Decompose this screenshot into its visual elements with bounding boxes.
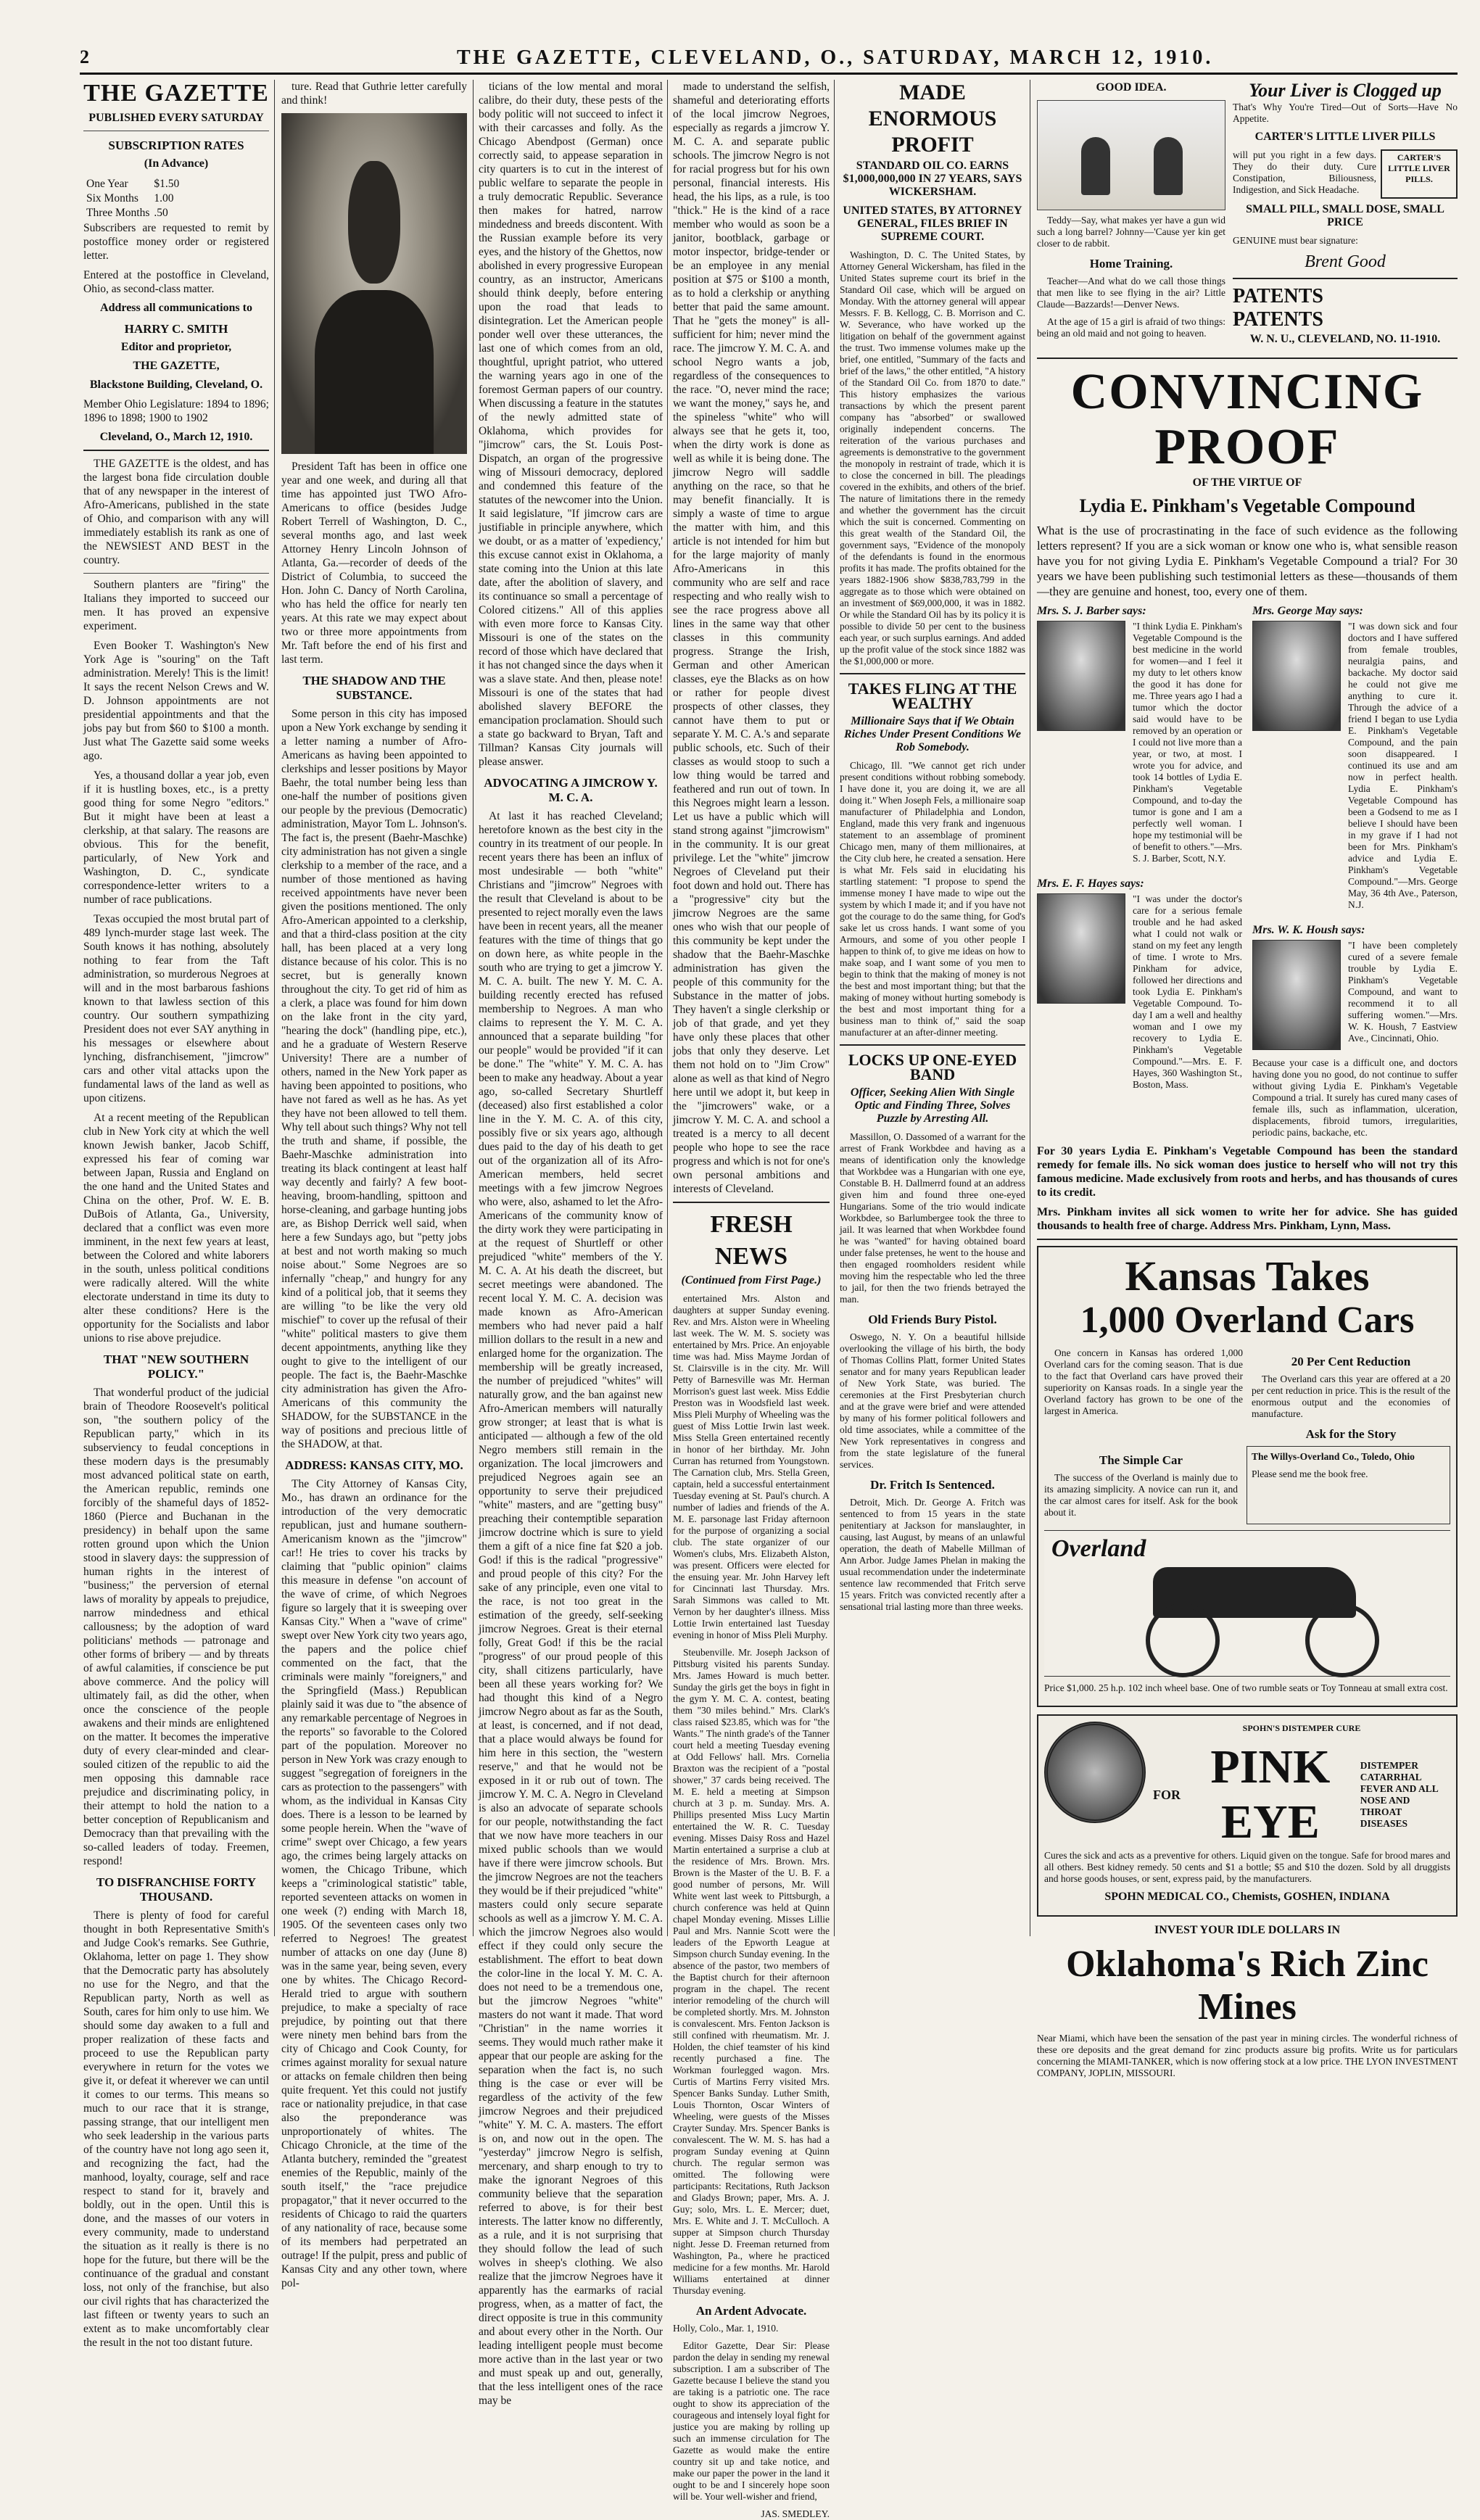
patents-1: PATENTS bbox=[1233, 285, 1323, 307]
address-all: Address all communications to bbox=[100, 302, 252, 314]
rate-row: One Year $1.50 bbox=[86, 178, 180, 190]
rate-row: Six Months 1.00 bbox=[86, 192, 174, 205]
paper-address: Blackstone Building, Cleveland, O. bbox=[89, 379, 263, 391]
advocate-dateline: Holly, Colo., Mar. 1, 1910. bbox=[673, 2323, 779, 2334]
testimonial bbox=[1037, 621, 1242, 870]
pinkeye-headline: PINK EYE bbox=[1210, 1740, 1331, 1848]
paper-name: THE GAZETTE, bbox=[133, 360, 220, 372]
spohn-seal bbox=[1044, 1722, 1146, 1823]
liver-headline: Your Liver is Clogged up bbox=[1249, 80, 1442, 101]
column-1 bbox=[83, 80, 269, 2349]
testimonial-photo bbox=[1252, 940, 1341, 1050]
testimonial-photo bbox=[1037, 893, 1125, 1004]
rates-heading: SUBSCRIPTION RATES bbox=[108, 139, 244, 152]
date-line: Cleveland, O., March 12, 1910. bbox=[99, 431, 253, 443]
pinkeye-side: DISTEMPER CATARRHAL FEVER AND ALL NOSE AND THROAT DISEASES bbox=[1360, 1760, 1439, 1829]
column-5 bbox=[840, 80, 1025, 1936]
kansas-story: Ask for the Story bbox=[1305, 1427, 1397, 1441]
heading-kansas-city: ADDRESS: KANSAS CITY, MO. bbox=[285, 1458, 463, 1472]
liver-signature: Brent Good bbox=[1305, 252, 1386, 271]
liver-ad bbox=[1233, 80, 1458, 352]
kansas-simple-body: The success of the Overland is mainly due to its amazing simplicity. A novice can run it, and the car almost cares for itself. Ask for the book about it. bbox=[1044, 1472, 1238, 1518]
legislature-note: Member Ohio Legislature: 1894 to 1896; 1896 to 1898; 1900 to 1902 bbox=[83, 398, 269, 424]
testimonial bbox=[1037, 893, 1242, 1096]
testimonial-text: "I was down sick and four doctors and I have suffered from female troubles, neuralgia pains, and backache. My doctor said he could not give me anything to cure it. Through the advice of a friend I began to use Lydia E. Pinkham's Vegetable Compound, and the pain soon disappeared. I continued its use and am now in perfect health. Lydia E. Pinkham's Vegetable Compound has been a Godsend to me as I believe I should have been in my grave if I had not been for Mrs. Pinkham's advice and Lydia E. Pinkham's Vegetable Compound."—Mrs. George May, 36 4th Ave., Paterson, N.J. bbox=[1348, 621, 1458, 910]
pinkeye-ad bbox=[1037, 1714, 1458, 1917]
fling-deck: Millionaire Says that if We Obtain Riches Under Present Conditions We Rob Somebody. bbox=[844, 715, 1021, 753]
editor-name: HARRY C. SMITH bbox=[124, 322, 228, 336]
testimonial-name: Mrs. W. K. Housh says: bbox=[1252, 924, 1365, 936]
liver-genuine: GENUINE must bear signature: bbox=[1233, 235, 1358, 246]
editorial-p1: THE GAZETTE is the oldest, and has the largest bona fide circulation double that of any newspaper in the interest of Afro-Americans, published in the state of Ohio, and comparison with any will immediately establish its rank as one of the NEWSIEST AND BEST in the country. bbox=[83, 458, 269, 566]
convince-brand: Lydia E. Pinkham's Vegetable Compound bbox=[1079, 495, 1415, 516]
column-2 bbox=[281, 80, 467, 2289]
kansas-percent: 20 Per Cent Reduction bbox=[1291, 1355, 1411, 1368]
col3-jimcrow: At last it has reached Cleveland; heretofore known as the best city in the country in its treatment of our people. In recent years there has been an influx of most undesirable — both "white" Christians and "jimcrow" Negroes with the result that Cleveland is about to be presented to reject morally even the laws have been in recent years, all the meaner features with the time of things that go on down here, as white people in the south who are trying to get a jimcrow Y. M. C. A. built. The new Y. M. C. A. building recently erected has refused membership to Negroes. A man who claims to represent the Y. M. C. A. announced that a separate building "for our people" would be provided "if it can be done." The "white" Y. M. C. A. has been to make any headway. About a year ago, so-called Secretary Shurtleff (deceased) also first established a color line in the Y. M. C. A. of this city, possibly five or six years ago, although dues paid to the day of his death to get out of the organization all of its Afro-American members, held secret meetings with a few jimcrow Negroes who were, also, ashamed to let the Afro-Americans of the community know of the dirty work they were participating in at the request of Shurtleff or other prejudiced "white" members of the Y. M. C. A. At his death the discreet, but secret meetings were abandoned. The recent local Y. M. C. A. decision was made known as Afro-American members who had never paid a half million dollars to the result in a new and enlarged home for the organization. The membership will be greatly increased, the number of prejudiced "whites" will naturally grow, and the ban against new Afro-American members will naturally grow stronger; at least that is what is anticipated — although a few of the old Negro members still remain in the organization. The local jimcrowers and prejudiced Negroes again see an opportunity to serve their prejudiced "white" masters, and are "getting busy" preaching their contemptible separation jimcrow doctrine which is sure to yield them a gift of a nice fine fat $20 a job. God! if this is the radical "progressive" and proud people of this city? For the sake of any principle, even one vital to the race, is not too great in the estimation of the greedy, self-seeking jimcrow Negroes. Great is their eternal folly, Great God! if this be the racial "progress" of our proud people of this city, shall citizens particularly, have been all these years working for? We had thought this kind of a Negro jimcrow Negro about as far as the South, at least, is concerned, and if not dead, that a place would always be found for him here in this section, the "western reserve," and that he would not be exposed in it or rub out of town. The jimcrow Y. M. C. A. Negro in Cleveland is also an advocate of separate schools for our people, notwithstanding the fact that we now have more teachers in our mixed public schools than we would have if there were jimcrow schools. But the jimcrow Negroes are not the teachers they would be if their prejudiced "white" masters could only secure separate schools as well as a jimcrow Y. M. C. A. which the jimcrow Negroes also would effect if they could only secure the establishment. The effort to beat down the color-line in the local Y. M. C. A. does not need to be a tremendous one, but the jimcrow Negroes "white" masters do not want it made. That word "Christian" in the name worries it seems. They would much rather make it appear that our people are asking for the separation when the fact is, no such thing is the case or ever will be regardless of the activity of the few jimcrow Negroes and their prejudiced "white" Y. M. C. A. masters. The effort is on, and now out in the open. The "yesterday" jimcrow Negro is selfish, mercenary, and sharp enough to try to make the ignorant Negroes of this community believe that the separation referred to above, is for their best interests. The latter know no differently, as a rule, and it is not surprising that they should follow the lead of such wolves in sheep's clothing. We also realize that the jimcrow Negroes have it apparently has the earmarks of racial progress, when, as a matter of fact, the direct opposite is true in this community and about every other in the North. Our leading intelligent people must become more active than in the last year or two and must speak up and out, generally, that the less intelligent ones of the race may be bbox=[479, 810, 663, 2407]
liver-small: SMALL PILL, SMALL DOSE, SMALL PRICE bbox=[1246, 203, 1444, 228]
col3-top: ticians of the low mental and moral calibre, do their duty, these pests of the body politic will not succeed to infect it with their carcasses and folly. As the Chicago Abendpost (German) once correctly said, to appease separation in city quarters is to cut in the interest of public welfare to separate the people in a truly democratic Republic. Severance then makes for hatred, narrow mindedness and breeds discontent. With the Russian example before its very eyes, and the history of the Ghettos, now abolished in every progressive European country, as an instructor, Americans should think deeply, before entering upon the road that leads to disintegration. Let the American people ponder well over these utterances, the last one of which comes from an old, thoughtful, upright patriot, who uttered the warning years ago in one of the foremost German papers of our country. When discussing a feature in the statutes of the newly admitted state of Oklahoma, which provides for "jimcrow" cars, the St. Louis Post-Dispatch, an organ of the progressive wing of Missouri democracy, deplored and condemned this feature of the statutes of the newcomer into the Union. It said legislature, "If jimcrow cars are justifiable in principle anywhere, which we doubt, or as a matter of 'expediency,' this excuse cannot exist in Oklahoma, a state coming into the Union at this late date, after the abolition of slavery, and its continuance so small a percentage of Colored citizens." All of this applies with even more force to Kansas City. Missouri is one of the states on the record of those which have declared that it has not changed since the days when it was a slave state. And then, please note! Missouri is one of the states that had abolished slavery BEFORE the emancipation proclamation. Should such a state go backward to Bryan, Taft and Tillman? Kansas City journals will please answer. bbox=[479, 80, 663, 768]
patents-2: PATENTS bbox=[1233, 308, 1323, 331]
liver-sub: That's Why You're Tired—Out of Sorts—Have No Appetite. bbox=[1233, 102, 1458, 124]
paper-subtitle: PUBLISHED EVERY SATURDAY bbox=[88, 112, 264, 124]
liver-brand: CARTER'S LITTLE LIVER PILLS bbox=[1254, 131, 1436, 143]
pinkham-ad bbox=[1037, 365, 1458, 1233]
convince-30-years: For 30 years Lydia E. Pinkham's Vegetable Compound has been the standard remedy for female ills. No sick woman does justice to herself who will not try this famous medicine. Made exclusively from roots and herbs, and has thousands of cures to its credit. bbox=[1037, 1145, 1458, 1199]
editorial-p7: That wonderful product of the judicial brain of Theodore Roosevelt's political son, "the southern policy of the Republican party," which in its subserviency to feudal conceptions in these modern days is the presumably most advanced political state on earth, the American republic, reminds one forcibly of the shameful days of 1852-1860 (Pierce and Buchanan in the presidency) in behalf upon the same rotten ground upon which the Union stood in slavery days: the suppression of human rights in the interest of "business;" the perversion of eternal laws of morality by appeals to prejudice, narrow mindedness and ethical callousness; by the adoption of ward politicians' methods — patronage and other forms of bribery — and by threats of awful calamities, if conscience be put above commerce. And the policy will ultimately fail, as did the other, when once the conscience of the people awakens and their minds are enlightened on the matter. It becomes the imperative duty of every clear-minded and clear-souled citizen of the republic to aid the men opposing this damnable race prejudice and discriminating policy, in their attempt to hold the nation to a better conception of Republicanism and Democracy than that prevailing with the so-called leaders of today. Freemen, respond! bbox=[83, 1387, 269, 1867]
column-4 bbox=[673, 80, 830, 2519]
col2-kansas: The City Attorney of Kansas City, Mo., has drawn an ordinance for the introduction of the very democratic republican, just and humane southern-Americanism known as the "jimcrow" car!! He tries to cover his tracks by claiming that "public opinion" claims this measure in defense "on account of the wave of crime, of which Negroes figure so largely that it is sweeping over Kansas City." When a "wave of crime" swept over New York city two years ago, the papers and the police chief commented on the fact, that the criminals were mainly "foreigners," and the Springfield (Mass.) Republican plainly said it was due to "the absence of any remarkable percentage of Negroes in the reports" so favorable to the Colored part of the population. Moreover no person in New York was crazy enough to suggest "segregation of foreigners in the cars as protection to the passengers" with whom, as the individual in Kansas City does. There is a lesson to be learned by some people herein. When the "wave of crime" swept over Chicago, a few years ago, the crimes being largely attacks on women, the Chicago Tribune, which keeps a "criminological statistic" table, reported seventeen attacks on women in one week (?) ending with March 18, 1905. Of the seventeen cases only two referred to Negroes! The greatest number of attacks on one day (June 8) was in the same year, being seven, every one by whites. The Chicago Record-Herald tried to argue with southern prejudice, to make a specialty of race prejudice, by pointing out that there were ninety men behind bars from the city of Chicago and Cook County, for crimes against morality for sexual nature or attacks on female children then being quite frequent. Yet this could not justify race or nationality prejudice, in that case also the preponderance was unproportionately of whites. The Chicago Chronicle, at the time of the Atlanta butchery, reminded the "greatest enemies of the Republic, mainly of the south itself," the "race prejudice propagator," that it never occurred to the residents of Chicago to raid the quarters of any nationality of race, because some of its members had perpetrated an outrage! If the pulpit, press and public of Kansas City and any other town, where pol- bbox=[281, 1478, 467, 2289]
advocate-letter: Editor Gazette, Dear Sir: Please pardon the delay in sending my renewal subscription. I am a subscriber of The Gazette because I believe the stand you are taking is a patriotic one. The race ought to show its appreciation of the courageous and intensely loyal fight for justice you are making by rolling up such an immense circulation for The Gazette as would make the entire country sit up and take notice, and make our paper the power in the land it ought to be and I sincerely hope soon will be. Your well-wisher and friend, bbox=[673, 2340, 830, 2502]
subscribers-note: Subscribers are requested to remit by postoffice money order or registered letter. bbox=[83, 222, 269, 262]
heading-locks: LOCKS UP ONE-EYED BAND bbox=[848, 1051, 1017, 1083]
editorial-p8: There is plenty of food for careful thought in both Representative Smith's and Judge Cook's remarks. See Guthrie, Oklahoma, letter on page 1. They show that the Democratic party has absolutely no use for the Negro, and that the Republican party, North as well as South, cares for him only to use him. We should some day awaken to a full and proper realization of these facts and proceed to use the Republican party everywhere in return for the votes we give it, or defeat it wherever we can until it comes to our terms. This means so much to our race that it is strange, passing strange, that our intelligent men who seek leadership in the various parts of the country have not long ago seen it, and recognizing the fact, had the manhood, loyalty, courage, self and race respect to stand for it, bravely and boldly, out in the open. Until this is done, and the masses of our voters in every community, made to understand the situation as it really is there is no hope for the future, but there will be the continuance of the gradual and constant loss, not only of the franchise, but also our civil rights that has characterized the last fifteen or twenty years to such an extent as to make uncomfortably clear the result in the not too distant future. bbox=[83, 1909, 269, 2349]
fling-story: Chicago, Ill. "We cannot get rich under present conditions without robbing somebody. I have done it, you are doing it, we are all doing it." When Joseph Fels, a millionaire soap manufacturer of Philadelphia and London, England, made this very frank and ingenuous statement to an assemblage of prominent Chicago men, many of them millionaires, at the City club here, he created a sensation. Here is what Mr. Fels said in elucidating his startling statement: "I propose to spend the immense money I have made to wipe out the system by which I made it; and if you have not got the courage to do the same thing, for God's sake let us cross hands. I want some of you Armours, and some of you other people I happen to think of, to give me ideas on how to make soap, and I want some of you men to begin to think that the making of money is not the best and most important thing; but that the making of money without hurting somebody is the best and most important thing for a business man to think of," said the soap manufacturer at an after-dinner meeting. bbox=[840, 760, 1025, 1038]
rates-table bbox=[83, 176, 182, 221]
coupon[interactable] bbox=[1247, 1446, 1450, 1524]
fresh-news-1: entertained Mrs. Alston and daughters at supper Sunday evening. Rev. and Mrs. Alston were in Wheeling last week. The W. M. S. society was entertained by Mrs. Price. An enjoyable time was had. Miss Mayme Jordan of St. Clairsville is in the city. Mr. Will Petty of Barnesville was Mr. Herman Morrison's guest last week. Miss Eddie Preston was in Woodsfield last week. Miss Pleli Murphy of Wheeling was the guest of Miss Lottie Irwin last week. Miss Stella Green entertained recently in honor of her birthday. Mr. John Curran has returned from Youngstown. The Carnation club, Mrs. Stella Green, captain, held a successful entertainment Tuesday evening at St. Paul's church. A number of ladies and friends of the A. M. E. parsonage last Friday afternoon for the purpose of organizing a social club. The state organizer of our Women's clubs, Mrs. Elizabeth Alston, was present. Officers were elected for the ensuing year. Mr. John Harvey left for Cincinnati last Thursday. Mrs. Sarah Simmons was called to Mt. Vernon by her daughter's illness. Miss Lottie Irwin entertained last Tuesday evening in honor of Miss Pleli Murphy. bbox=[673, 1293, 830, 1640]
fresh-news-2: Steubenville. Mr. Joseph Jackson of Pittsburg visited his parents Sunday. Mrs. James Howard is much better. Sunday the girls get the boys in fight in the gym Y. M. C. A. contest, beating them "30 miles behind." Mrs. Clark's class raised $23.85, which was for "the Wants." The ninth grade's of the Tanner court held a meeting Tuesday evening at Odd Fellows' hall. Mrs. Cornelia Braxton was the recipient of a "postal shower," 37 cards being received. The M. E. held a meeting at Simpson church at 3 p. m. Sunday. Mrs. A. Phillips presented Miss Lucy Martin entertained the W. R. C. Tuesday evening. Misses Daisy Ross and Hazel Martin entertained a surprise a club at the residence of Mrs. Brown. Mrs. Brown is the Master of the U. B. F. a good number of persons, Mr. Will White went last week to Pittsburgh, a church conference was held at Quinn chapel Monday evening. Misses Lillie Paul and Mrs. Nannie Scott were the leaders of the Epworth League at Simpson church Sunday evening. In the absence of the pastor, two members of the Baptist church for their afternoon program in the chapel. The recent interior remodeling of the church will be completed shortly. Mrs. M. Johnston is convalescent. Mrs. Fenton Jackson is still confined with rheumatism. Mr. J. Holden, the chief teamster of his kind recently purchased a fine. The Workman fourlegged wagon. Mrs. Curtis of Martins Ferry visited Mrs. Spencer Banks Sunday. Luther Smith, Louis Thornton, Oscar Winters of Wheeling, were guests of the Misses Crayter Sunday. Mrs. Spencer Banks is convalescent. The W. M. S. has had a program Sunday evening at Quinn church. The regular sermon was omitted. The following were participants: Recitations, Ruth Jackson and Gladys Brown; paper, Mrs. A. J. Guy; solo, Mrs. L. E. Mercer; duet, Mrs. E. White and J. T. McCulloch. A supper at Simpson church Thursday night. Jesse D. Freeman returned from Washington, Pa., where he practiced medicine for a few months. Mr. Harold Williams entertained at dinner Thursday evening. bbox=[673, 1647, 830, 2296]
editorial-p2: Southern planters are "firing" the Italians they imported to succeed our men. It has proved an expensive experiment. bbox=[83, 579, 269, 632]
heading-home-training: Home Training. bbox=[1089, 257, 1173, 270]
profit-deck-2: UNITED STATES, BY ATTORNEY GENERAL, FILES BRIEF IN SUPREME COURT. bbox=[843, 205, 1022, 243]
pinkeye-for: FOR bbox=[1153, 1787, 1181, 1802]
heading-fling: TAKES FLING AT THE WEALTHY bbox=[848, 679, 1017, 712]
liver-pill-box: CARTER'S LITTLE LIVER PILLS. bbox=[1381, 149, 1458, 199]
testimonial-text: "I have been completely cured of a severe female trouble by Lydia E. Pinkham's Vegetable Compound, and want to recommend it to all suffering women."—Mrs. W. K. Housh, 7 Eastview Ave., Cincinnati, Ohio. bbox=[1348, 940, 1458, 1044]
convince-note: Because your case is a difficult one, and doctors having done you no good, do not continue to suffer without giving Lydia E. Pinkham's Vegetable Compound a trial. It surely has cured many cases of female ills, such as inflammation, ulceration, displacements, fibroid tumors, irregularities, periodic pains, backache, etc. bbox=[1252, 1057, 1458, 1138]
spohn-seal-text: SPOHN'S DISTEMPER CURE bbox=[1242, 1723, 1361, 1733]
home-training: Teacher—And what do we call those things that men like to see flying in the air? Little Claude—Bazzards!—Denver News. bbox=[1037, 276, 1225, 310]
fresh-news-sub: (Continued from First Page.) bbox=[681, 1274, 822, 1286]
convince-intro: What is the use of procrastinating in the face of such evidence as the following letters represent? If you are a sick woman or know one who is, what sensible reason have you for not giving Lydia E. Pinkham's Vegetable Compound a trial? For 30 years we have been publishing such testimonial letters as these—thousands of them—they are genuine and honest, too, every one of them. bbox=[1037, 524, 1458, 598]
heading-fresh-news: FRESH NEWS bbox=[710, 1211, 793, 1270]
entered-note: Entered at the postoffice in Cleveland, Ohio, as second-class matter. bbox=[83, 269, 269, 295]
flies-note: At the age of 15 a girl is afraid of two things: being an old maid and not going to heaven. bbox=[1037, 316, 1225, 339]
portrait-photo bbox=[281, 113, 467, 454]
heading-profit: MADE ENORMOUS PROFIT bbox=[868, 80, 997, 157]
editorial-p6: At a recent meeting of the Republican club in New York city at which the well known Jewish banker, Jacob Schiff, expressed his fear of coming war between Japan, Russia and England on the one hand and the United States and China on the other, Prof. W. E. B. DuBois of Atlanta, Ga., University, declared that a conflict was even more imminent, in the next few years at least, between the Colored and white laborers in the south, unless political conditions were radically altered. Will the white electorate understand in time its duty to alter these conditions? Here is the opportunity for the Socialists and labor unions to rise above prejudice. bbox=[83, 1112, 269, 1344]
liver-body: will put you right in a few days. They do their duty. Cure Constipation, Biliousness, Indigestion, and Sick Headache. bbox=[1233, 149, 1376, 195]
convince-headline: CONVINCING PROOF bbox=[1070, 364, 1424, 475]
locks-story: Massillon, O. Dassomed of a warrant for the arrest of Frank Workbdee and having as a means of identification only the knowledge that Workbdee was a Hungarian with one eye, Constable B. H. Dallmerrd found at an address given him and found three one-eyed Hungarians. Some of the trio would indicate Workbdee, so Barlumbergee took the three to jail. It was learned that when Workbdee found he was "wanted" for having obtained board under false pretenses, he went to the house and then engaged roomholders resident while moving him the respectable who led the three to jail, for then the two friends betrayed the man. bbox=[840, 1131, 1025, 1305]
rates-sub: (In Advance) bbox=[144, 157, 209, 170]
cartoon-caption: Teddy—Say, what makes yer have a gun wid such a long barrel? Johnny—'Cause yer kin get closer to de rabbit. bbox=[1037, 215, 1225, 249]
pinkeye-body: Cures the sick and acts as a preventive for others. Liquid given on the tongue. Safe for brood mares and all others. Best kidney remedy. 50 cents and $1 a bottle; $5 and $10 the dozen. Sold by all druggists and horse goods houses, or sent, express paid, by the manufacturers. bbox=[1044, 1850, 1450, 1884]
editorial-p5: Texas occupied the most brutal part of 489 lynch-murder stage last week. The South knows it has nothing, absolutely nothing to fear from the Taft administration, so murderous Negroes at will and in the most barbarous fashions known to that lawless section of this country. Our southern sympathizing President does not ever SAY anything in his messages or elsewhere about lynching, disfranchisement, "jimcrow" cars and other vital attacks upon the fundamental laws of the land as well as upon citizens. bbox=[83, 913, 269, 1104]
advocate-signature: JAS. SMEDLEY. bbox=[761, 2508, 830, 2519]
coupon-text: Please send me the book free. bbox=[1252, 1468, 1368, 1479]
testimonial-photo bbox=[1252, 621, 1341, 731]
editor-role: Editor and proprietor, bbox=[120, 341, 232, 353]
heading-fritch: Dr. Fritch Is Sentenced. bbox=[870, 1478, 995, 1492]
testimonial-text: "I think Lydia E. Pinkham's Vegetable Compound is the best medicine in the world for women—and I feel it my duty to let others know the good it has done for me. Three years ago I had a tumor which the doctor said would have to be removed by an operation or I could not live more than a year, or two, at most. I wrote you for advice, and took 14 bottles of Lydia E. Pinkham's Vegetable Compound, and to-day the tumor is gone and I am a perfectly well woman. I hope my testimonial will be of benefit to others."—Mrs. S. J. Barber, Scott, N.Y. bbox=[1133, 621, 1242, 864]
testimonial-name: Mrs. George May says: bbox=[1252, 605, 1363, 617]
column-6 bbox=[1037, 80, 1458, 2078]
kansas-body: One concern in Kansas has ordered 1,000 Overland cars for the coming season. That is due to the fact that Overland cars have proved their superiority on Kansas roads. In a single year the Overland factory has grown to be one of the largest in America. bbox=[1044, 1347, 1243, 1416]
cartoon-title: GOOD IDEA. bbox=[1096, 81, 1167, 94]
heading-advocate: An Ardent Advocate. bbox=[695, 2304, 807, 2318]
profit-story: Washington, D. C. The United States, by Attorney General Wickersham, has filed in the United States supreme court its brief in the Standard Oil case, which will be argued on Monday. With the attorney general will appear Messrs. F. B. Kellogg, C. B. Morrison and C. W. Severance, who have worked up the litigation on behalf of the government against the trust. Two immense volumes make up the brief, one entitled, "Summary of the facts and brief of the laws," the other entitled, "A history of the Standard Oil Co. from 1870 to date." This history emphasizes the various transactions by which the present parent company has "absorbed" or swallowed originally independent concerns. The reiteration of the various purchases and agreements is demonstrative to the government the monopoly in restraint of trade, which it is to close the concerned in bill. The pleadings covered in the exhibits, and others of the brief. The nature of limitations there in the remedy and whether the government has the circuit which the suit is concerned. Commenting on this great wealth of the Standard Oil, the government says, "Evidence of the monopoly of the defendants is found in the enormous profits it has made. The profits obtained for the years 1882-1906 show $838,783,799 in the aggregate as to those which were obtained on an investment of $69,000,000, it was in 1882. Or while the Standard Oil has by its policy it is possible to divide 50 per cent to the business each year, or such surplus earnings. And added up the profit value of the stock since 1882 was the $1,000,000 or more. bbox=[840, 249, 1025, 666]
heading-friends: Old Friends Bury Pistol. bbox=[868, 1313, 997, 1326]
fritch-story: Detroit, Mich. Dr. George A. Fritch was sentenced to from 15 years in the state penitentiary at Jackson for manslaughter, in causing, last August, by means of an unlawful operation, the death of Mabelle Millman of Ann Arbor. Judge James Phelan in making the usual recommendation under the indeterminate sentence law recommended that Fritch serve 15 years. Fritch was convicted recently after a sensational trial lasting more than three weeks. bbox=[840, 1497, 1025, 1612]
convince-invite: Mrs. Pinkham invites all sick women to write her for advice. She has guided thousands to health free of charge. Address Mrs. Pinkham, Lynn, Mass. bbox=[1037, 1206, 1458, 1232]
kansas-simple: The Simple Car bbox=[1099, 1453, 1183, 1467]
heading-southern-policy: THAT "NEW SOUTHERN POLICY." bbox=[103, 1352, 249, 1381]
wnu-line: W. N. U., CLEVELAND, NO. 11-1910. bbox=[1249, 333, 1441, 345]
kansas-headline: Kansas Takes bbox=[1125, 1252, 1370, 1300]
testimonial bbox=[1252, 621, 1458, 917]
overland-price: Price $1,000. 25 h.p. 102 inch wheel base. One of two rumble seats or Toy Tonneau at small extra cost. bbox=[1044, 1682, 1448, 1693]
testimonial-name: Mrs. E. F. Hayes says: bbox=[1037, 877, 1144, 890]
overland-script: Overland bbox=[1051, 1535, 1146, 1562]
column-3 bbox=[479, 80, 663, 2407]
pinkeye-maker: SPOHN MEDICAL CO., Chemists, GOSHEN, INDIANA bbox=[1104, 1891, 1390, 1903]
testimonial bbox=[1252, 940, 1458, 1050]
car-illustration bbox=[1044, 1530, 1450, 1677]
editorial-p3: Even Booker T. Washington's New York Age is "souring" on the Taft administration. Merely! This is the limit! It says the recent Nelson Crews and W. D. Johnson appointments are not presidential appointments and that the jobs pay but from $60 to $100 a month. Just what The Gazette said some weeks ago. bbox=[83, 640, 269, 762]
rate-row: Three Months .50 bbox=[86, 207, 168, 219]
cartoon-image bbox=[1037, 100, 1225, 210]
col2-presidents: President Taft has been in office one year and one week, and during all that time has appointed just TWO Afro-Americans to office (besides Judge Robert Terrell of Washington, D. C., several months ago, and last week Attorney Henry Lincoln Johnson of Atlanta, Ga.—recorder of deeds of the District of Columbia, to succeed the Hon. John C. Dancy of North Carolina, who has held the office for nearly ten years. At this rate we may expect about two or three more appointments from Mr. Taft before the end of his first and last term. bbox=[281, 460, 467, 666]
locks-deck: Officer, Seeking Alien With Single Optic and Finding Three, Solves Puzzle by Arresting All. bbox=[850, 1086, 1015, 1125]
zinc-invest: INVEST YOUR IDLE DOLLARS IN bbox=[1154, 1924, 1341, 1936]
testimonial-photo bbox=[1037, 621, 1125, 731]
kansas-headline-2: 1,000 Overland Cars bbox=[1080, 1300, 1415, 1341]
zinc-headline: Oklahoma's Rich Zinc Mines bbox=[1066, 1943, 1429, 2028]
editorial-p4: Yes, a thousand dollar a year job, even if it is hustling boxes, etc., is a pretty good thing for some Negro "editors." But it might have been at least a clerkship, at that salary. The reasons are obvious. This for the benefit, particularly, of New York and Washington, D. C., syndicate correspondence-letter writers to a number of race publications. bbox=[83, 769, 269, 906]
testimonial-name: Mrs. S. J. Barber says: bbox=[1037, 605, 1146, 617]
overland-ad bbox=[1037, 1246, 1458, 1707]
heading-shadow: THE SHADOW AND THE SUBSTANCE. bbox=[302, 674, 446, 702]
dateline: THE GAZETTE, CLEVELAND, O., SATURDAY, MARCH 12, 1910. bbox=[457, 46, 1214, 69]
zinc-body: Near Miami, which have been the sensation of the past year in mining circles. The wonderful richness of these ore deposits and the great demand for zinc products assure big profits. Write us for particulars concerning the MIAMI-TANKER, which is now offering stock at a low price. THE LYON INVESTMENT COMPANY, JOPLIN, MISSOURI. bbox=[1037, 2033, 1458, 2078]
col2-top: ture. Read that Guthrie letter carefully and think! bbox=[281, 80, 467, 107]
heading-jimcrow: ADVOCATING A JIMCROW Y. M. C. A. bbox=[484, 776, 658, 804]
heading-disfranchise: TO DISFRANCHISE FORTY THOUSAND. bbox=[96, 1875, 257, 1904]
testimonial-text: "I was under the doctor's care for a serious female trouble and he had asked what I could not walk or stand on my feet any length of time. I wrote to Mrs. Pinkham for advice, followed her directions and took Lydia E. Pinkham's Vegetable Compound. To-day I am a well and healthy woman and I owe my recovery to Lydia E. Pinkham's Vegetable Compound."—Mrs. E. F. Hayes, 360 Washington St., Boston, Mass. bbox=[1133, 893, 1242, 1090]
kansas-percent-body: The Overland cars this year are offered at a 20 per cent reduction in price. This is the result of the enormous output and the economies of manufacture. bbox=[1252, 1373, 1450, 1419]
col2-shadow: Some person in this city has imposed upon a New York exchange by sending it a letter naming a number of Afro-Americans as having been appointed to clerkships and lesser positions by Mayor Baehr, the total number being less than one-half the number of positions given our people by the previous (Democratic) administration, Mayor Tom L. Johnson's. The fact is, the present (Baehr-Maschke) city administration has not given a single clerkship to a member of the race, and a number of those mentioned as having received appointments have never been given the positions mentioned. The only Afro-American appointed to a clerkship, and that a third-class position at the city hall, has been placed at a very long distance because of his color. This is no secret, but is generally known throughout the city. To get rid of him as a clerk, a place was found for him down on the lake front in the city yard, "hearing the dock" (handling pipe, etc.), and he a graduate of Western Reserve University! There are a number of others, named in the New York paper as having been appointed to positions, who have not fared as well as he has. As yet they have not been allowed to tell them. Why tell about such things? Why not tell the truth and shame, if possible, the Baehr-Maschke administration into treating its black contingent at least half way decently and fairly? A few boot-heaving, broom-handling, spittoon and horse-cleaning, and garbage hunting jobs are, as Bishop Derrick well said, when here a few Sundays ago, but "petty jobs at best and not worth making so much noise about." Some Negroes are so infernally "cheap," and hungry for any kind of a political job, that it seems they are willing "to be like the very old mischief" to cover up the refusal of their "white" political masters to give them decent appointments, anything like they ought to give to the intelligent of our people. The fact is, the Baehr-Maschke city administration has given the Afro-Americans of this community the SHADOW, for the SUBSTANCE in the way of positions and precious little of the SHADOW, at that. bbox=[281, 708, 467, 1450]
convince-of: OF THE VIRTUE OF bbox=[1192, 476, 1302, 489]
cartoon-block bbox=[1037, 80, 1225, 352]
profit-deck-1: STANDARD OIL CO. EARNS $1,000,000,000 IN 27 YEARS, SAYS WICKERSHAM. bbox=[843, 160, 1022, 198]
col4-top: made to understand the selfish, shameful and deteriorating efforts of the local jimcrow Negroes, especially as regards a jimcrow Y. M. C. A. and separate public schools. The jimcrow Negro is not for racial progress but for his own personal, financial interests. His head, the his lips, as a rule, is too "thick." He is the kind of a race member who would as soon be a janitor, bootblack, garbage or motor inspector, bridge-tender or be an employee in any menial position at $75 or $100 a month, as to hold a clerkship or anything better that paid the same amount. That he "gets the money" is all-sufficient for him; never mind the race. The jimcrow Y. M. C. A. and school Negro wants a job, regardless of the consequences to the race. "O, never mind the race; we want the money," says he, and the spineless "white" who will always see that he gets it, too, when the dirty work is done as well as while it is being done. The jimcrow Negro will saddle anything on the race, so that he may benefit financially. It is simply a waste of time to argue the matter with him, and this article is not intended for him but for the large majority of manly Afro-Americans in this community who are self and race respecting and who really wish to see the race progress above all lines in the same way that other classes in this community progress. Strange the Irish, German and other American classes, eye the Blacks as on how or rather for people divest prospects of other classes, they cannot have them to put or separate Y. M. C. A.'s and separate public schools, etc. Such of their classes as would stoop to such a low thing would be tarred and feathered and run out of town. In this Negroes might learn a lesson. Let us have a public which will stand strong against "jimcrowism" in the community. It is our great privilege. Let the "white" jimcrow Negroes of Cleveland put their foot down and hold out. There has a "progressive" city but the jimcrow Negroes are the same ones who wish that our people of this community be kept under the shadow that the Baehr-Maschke administration has given the people of this community for the Substance in the matter of jobs. They haven't a single clerkship or job of that grade, and yet they have only these places that other jobs that only they deserve. Let them not hold on to "Jim Crow" alone as well as that kind of Negro here until we adopt it, but keep in the "jimcrowers" wake, or a jimcrow Y. M. C. A. and school a treated is a mercy to all decent people who hope to see the race progress and which is not for one's own personal ambitions and interests of Cleveland. bbox=[673, 80, 830, 1195]
paper-title: THE GAZETTE bbox=[83, 80, 269, 107]
page-number: 2 bbox=[80, 46, 89, 67]
masthead bbox=[80, 44, 1458, 75]
friends-story: Oswego, N. Y. On a beautiful hillside overlooking the village of his birth, the body of Thomas Collins Platt, former United States senator and for many years Republican leader of New York State, was buried. The ceremonies at the First Presbyterian church and at the grave were brief and were attended by many of his former political followers and old time associates, while a committee of the New York representatives in congress and from the state legislature of the funeral services. bbox=[840, 1331, 1025, 1470]
coupon-company: The Willys-Overland Co., Toledo, Ohio bbox=[1252, 1451, 1415, 1462]
